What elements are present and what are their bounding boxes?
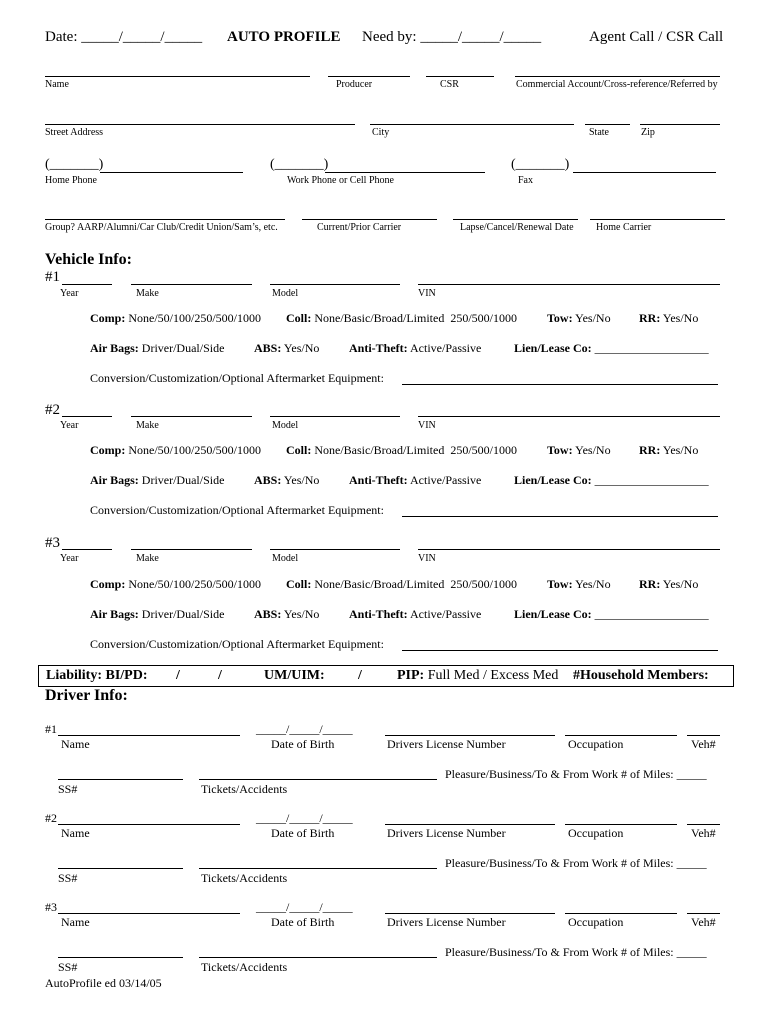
model-label: Model [272, 553, 299, 564]
um-uim-label: UM/UIM: [264, 668, 325, 683]
vehicle-2-comp[interactable]: Comp: None/50/100/250/500/1000 [90, 443, 262, 457]
occupation-label: Occupation [568, 826, 624, 840]
veh-label: Veh# [691, 915, 716, 929]
city-label: City [372, 127, 390, 138]
tickets-label: Tickets/Accidents [201, 782, 288, 796]
vehicle-3-rr[interactable]: RR: Yes/No [639, 577, 699, 591]
vehicle-1-model-line[interactable] [270, 284, 400, 285]
make-label: Make [136, 288, 159, 299]
vehicle-info-heading: Vehicle Info: [45, 251, 132, 268]
state-line[interactable] [585, 124, 630, 125]
year-label: Year [60, 420, 79, 431]
vehicle-3-tow[interactable]: Tow: Yes/No [547, 577, 611, 591]
household-members-label: #Household Members: [573, 668, 709, 683]
driver-2-dob[interactable]: _____/_____/_____ [256, 811, 353, 825]
driver-1-dob[interactable]: _____/_____/_____ [256, 722, 353, 736]
driver-3-dob[interactable]: _____/_____/_____ [256, 900, 353, 914]
vehicle-1-tow[interactable]: Tow: Yes/No [547, 311, 611, 325]
vin-label: VIN [418, 553, 436, 564]
tickets-label: Tickets/Accidents [201, 960, 288, 974]
veh-label: Veh# [691, 737, 716, 751]
driver-name-label: Name [61, 915, 90, 929]
pip-field[interactable]: PIP: Full Med / Excess Med [397, 668, 559, 683]
group-label: Group? AARP/Alumni/Car Club/Credit Union/Sam’s, etc. [45, 222, 278, 233]
license-label: Drivers License Number [387, 915, 506, 929]
vehicle-2-abs[interactable]: ABS: Yes/No [254, 473, 320, 487]
driver-3-license-line[interactable] [385, 913, 555, 914]
vehicle-3-airbags[interactable]: Air Bags: Driver/Dual/Side [90, 607, 225, 621]
year-label: Year [60, 288, 79, 299]
driver-name-label: Name [61, 737, 90, 751]
driver-1-tickets-line[interactable] [199, 779, 437, 780]
producer-label: Producer [336, 79, 373, 90]
dob-label: Date of Birth [271, 826, 335, 840]
driver-2-license-line[interactable] [385, 824, 555, 825]
vehicle-1-vin-line[interactable] [418, 284, 720, 285]
vehicle-2-vin-line[interactable] [418, 416, 720, 417]
referral-label: Commercial Account/Cross-reference/Referred by [516, 79, 718, 90]
form-edition: AutoProfile ed 03/14/05 [45, 976, 162, 990]
fax-area[interactable]: (_______) [511, 157, 570, 172]
driver-2-use-field[interactable]: Pleasure/Business/To & From Work # of Miles: _____ [445, 856, 707, 870]
liability-bipd-label: Liability: BI/PD: [46, 668, 148, 683]
call-type-field[interactable]: Agent Call / CSR Call [589, 29, 724, 45]
driver-2-veh-line[interactable] [687, 824, 720, 825]
vehicle-3-conversion-label: Conversion/Customization/Optional Aftermarket Equipment: [90, 637, 384, 651]
driver-1-license-line[interactable] [385, 735, 555, 736]
make-label: Make [136, 553, 159, 564]
fax-label: Fax [518, 175, 533, 186]
home-phone-label: Home Phone [45, 175, 97, 186]
license-label: Drivers License Number [387, 826, 506, 840]
date-field[interactable]: Date: _____/_____/_____ [45, 29, 203, 45]
bipd-slash-1: / [176, 668, 180, 683]
vehicle-3-lien[interactable]: Lien/Lease Co: ___________________ [514, 607, 709, 621]
driver-2-name-line[interactable] [58, 824, 240, 825]
form-title: AUTO PROFILE [227, 29, 341, 45]
csr-label: CSR [440, 79, 459, 90]
license-label: Drivers License Number [387, 737, 506, 751]
dob-label: Date of Birth [271, 737, 335, 751]
vehicle-2-tow[interactable]: Tow: Yes/No [547, 443, 611, 457]
vehicle-1-airbags[interactable]: Air Bags: Driver/Dual/Side [90, 341, 225, 355]
referral-line[interactable] [515, 76, 720, 77]
driver-1-number: #1 [45, 722, 57, 736]
model-label: Model [272, 420, 299, 431]
driver-2-occupation-line[interactable] [565, 824, 677, 825]
vehicle-2-year-line[interactable] [62, 416, 112, 417]
driver-3-name-line[interactable] [58, 913, 240, 914]
vehicle-1-antitheft[interactable]: Anti-Theft: Active/Passive [349, 341, 482, 355]
driver-2-ss-line[interactable] [58, 868, 183, 869]
vehicle-1-conversion-line[interactable] [402, 384, 718, 385]
vehicle-3-make-line[interactable] [131, 549, 252, 550]
street-label: Street Address [45, 127, 104, 138]
name-line[interactable] [45, 76, 310, 77]
driver-2-number: #2 [45, 811, 57, 825]
driver-1-name-line[interactable] [58, 735, 240, 736]
vehicle-1-coll[interactable]: Coll: None/Basic/Broad/Limited 250/500/1000 [286, 311, 517, 325]
vehicle-2-conversion-label: Conversion/Customization/Optional Aftermarket Equipment: [90, 503, 384, 517]
vehicle-3-comp[interactable]: Comp: None/50/100/250/500/1000 [90, 577, 262, 591]
city-line[interactable] [370, 124, 574, 125]
work-phone-label: Work Phone or Cell Phone [287, 175, 394, 186]
vehicle-3-antitheft[interactable]: Anti-Theft: Active/Passive [349, 607, 482, 621]
driver-1-ss-line[interactable] [58, 779, 183, 780]
work-phone-area[interactable]: (_______) [270, 157, 329, 172]
vehicle-2-lien[interactable]: Lien/Lease Co: ___________________ [514, 473, 709, 487]
veh-label: Veh# [691, 826, 716, 840]
vehicle-2-antitheft[interactable]: Anti-Theft: Active/Passive [349, 473, 482, 487]
make-label: Make [136, 420, 159, 431]
vehicle-3-number: #3 [45, 535, 60, 551]
vehicle-1-lien[interactable]: Lien/Lease Co: ___________________ [514, 341, 709, 355]
work-phone-line[interactable] [325, 172, 485, 173]
dob-label: Date of Birth [271, 915, 335, 929]
name-label: Name [45, 79, 69, 90]
driver-1-occupation-line[interactable] [565, 735, 677, 736]
um-slash: / [358, 668, 362, 683]
vin-label: VIN [418, 420, 436, 431]
vehicle-1-rr[interactable]: RR: Yes/No [639, 311, 699, 325]
carrier-line[interactable] [302, 219, 437, 220]
driver-3-number: #3 [45, 900, 57, 914]
vehicle-2-model-line[interactable] [270, 416, 400, 417]
vehicle-2-coll[interactable]: Coll: None/Basic/Broad/Limited 250/500/1000 [286, 443, 517, 457]
vehicle-3-coll[interactable]: Coll: None/Basic/Broad/Limited 250/500/1000 [286, 577, 517, 591]
vehicle-1-year-line[interactable] [62, 284, 112, 285]
tickets-label: Tickets/Accidents [201, 871, 288, 885]
home-carrier-label: Home Carrier [596, 222, 652, 233]
driver-3-veh-line[interactable] [687, 913, 720, 914]
vin-label: VIN [418, 288, 436, 299]
vehicle-2-number: #2 [45, 402, 60, 418]
home-carrier-line[interactable] [590, 219, 725, 220]
group-line[interactable] [45, 219, 285, 220]
producer-line[interactable] [328, 76, 410, 77]
model-label: Model [272, 288, 299, 299]
driver-3-ss-line[interactable] [58, 957, 183, 958]
vehicle-3-model-line[interactable] [270, 549, 400, 550]
state-label: State [589, 127, 609, 138]
vehicle-1-comp[interactable]: Comp: None/50/100/250/500/1000 [90, 311, 262, 325]
occupation-label: Occupation [568, 915, 624, 929]
zip-line[interactable] [640, 124, 720, 125]
vehicle-3-year-line[interactable] [62, 549, 112, 550]
vehicle-1-number: #1 [45, 269, 60, 285]
home-phone-line[interactable] [100, 172, 243, 173]
vehicle-1-abs[interactable]: ABS: Yes/No [254, 341, 320, 355]
need-by-field[interactable]: Need by: _____/_____/_____ [362, 29, 542, 45]
vehicle-2-airbags[interactable]: Air Bags: Driver/Dual/Side [90, 473, 225, 487]
vehicle-1-conversion-label: Conversion/Customization/Optional Aftermarket Equipment: [90, 371, 384, 385]
vehicle-2-conversion-line[interactable] [402, 516, 718, 517]
driver-info-heading: Driver Info: [45, 687, 128, 704]
vehicle-1-make-line[interactable] [131, 284, 252, 285]
vehicle-2-rr[interactable]: RR: Yes/No [639, 443, 699, 457]
csr-line[interactable] [426, 76, 494, 77]
occupation-label: Occupation [568, 737, 624, 751]
vehicle-3-conversion-line[interactable] [402, 650, 718, 651]
street-line[interactable] [45, 124, 355, 125]
ss-label: SS# [58, 871, 78, 885]
zip-label: Zip [641, 127, 655, 138]
driver-name-label: Name [61, 826, 90, 840]
driver-3-occupation-line[interactable] [565, 913, 677, 914]
vehicle-3-vin-line[interactable] [418, 549, 720, 550]
fax-line[interactable] [573, 172, 716, 173]
home-phone-area[interactable]: (_______) [45, 157, 104, 172]
driver-1-use-field[interactable]: Pleasure/Business/To & From Work # of Miles: _____ [445, 767, 707, 781]
ss-label: SS# [58, 782, 78, 796]
ss-label: SS# [58, 960, 78, 974]
vehicle-2-make-line[interactable] [131, 416, 252, 417]
driver-3-tickets-line[interactable] [199, 957, 437, 958]
carrier-label: Current/Prior Carrier [317, 222, 402, 233]
driver-3-use-field[interactable]: Pleasure/Business/To & From Work # of Miles: _____ [445, 945, 707, 959]
lapse-line[interactable] [453, 219, 578, 220]
vehicle-3-abs[interactable]: ABS: Yes/No [254, 607, 320, 621]
year-label: Year [60, 553, 79, 564]
driver-2-tickets-line[interactable] [199, 868, 437, 869]
bipd-slash-2: / [218, 668, 222, 683]
driver-1-veh-line[interactable] [687, 735, 720, 736]
lapse-label: Lapse/Cancel/Renewal Date [460, 222, 574, 233]
